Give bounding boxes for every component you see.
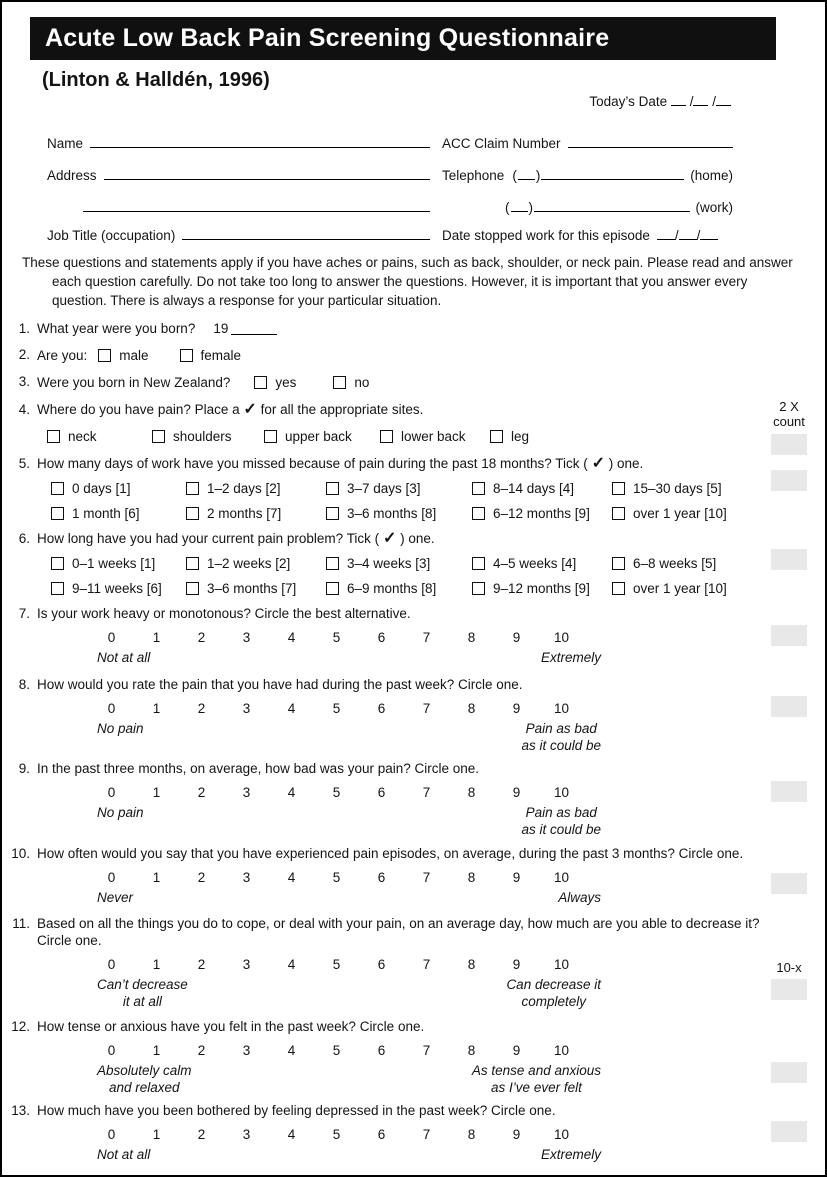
scale-anchors [89, 649, 601, 666]
option[interactable] [326, 554, 472, 572]
scale-anchor-right: Pain as bad as it could be [521, 805, 601, 837]
rating-scale [89, 629, 825, 647]
phone-home-input-line[interactable] [541, 167, 684, 180]
date-stopped-year-line[interactable] [700, 227, 718, 240]
scale-number[interactable]: 2 [197, 1127, 206, 1142]
option[interactable] [152, 427, 264, 445]
option[interactable] [612, 504, 825, 522]
option-label: 6–12 months [9] [493, 505, 590, 521]
question-text: How much have you been bothered by feeling depressed in the past week? Circle one. [37, 1103, 556, 1118]
option-label: 4–5 weeks [4] [493, 555, 577, 571]
scale-number[interactable]: 9 [512, 785, 521, 800]
option[interactable] [326, 479, 472, 497]
option-checkbox[interactable] [186, 482, 199, 495]
address-input-line-2[interactable] [83, 199, 430, 212]
option-checkbox[interactable] [51, 482, 64, 495]
margin-note-2x-count: 2 X count [773, 399, 805, 429]
option-checkbox[interactable] [472, 582, 485, 595]
question-number: 7. [18, 606, 30, 621]
option-checkbox[interactable] [326, 482, 339, 495]
pain-duration-options [51, 554, 825, 597]
contact-details [47, 123, 733, 243]
scale-number[interactable]: 6 [377, 630, 386, 645]
year-prefix: 19 [213, 321, 229, 336]
score-box[interactable] [771, 781, 807, 802]
date-slash: / [689, 94, 694, 109]
question-number: 3. [18, 374, 30, 389]
todays-date-row [2, 93, 825, 109]
scale-anchor-left: No pain [97, 721, 144, 736]
option[interactable] [186, 504, 326, 522]
option-checkbox[interactable] [612, 557, 625, 570]
telephone-label: Telephone [442, 168, 505, 183]
scale-number[interactable]: 2 [197, 785, 206, 800]
scale-number[interactable]: 8 [467, 870, 476, 885]
scale-number[interactable]: 6 [377, 701, 386, 716]
todays-date-year-line[interactable] [716, 93, 731, 106]
score-box[interactable] [771, 979, 807, 1000]
scale-number[interactable]: 10 [553, 701, 570, 716]
option-checkbox[interactable] [472, 507, 485, 520]
scale-number[interactable]: 1 [152, 870, 161, 885]
option-label: 8–14 days [4] [493, 480, 575, 496]
scale-number[interactable]: 3 [242, 957, 251, 972]
option-checkbox[interactable] [472, 557, 485, 570]
option-checkbox[interactable] [612, 482, 625, 495]
phone-home-area-line[interactable] [518, 167, 535, 180]
margin-note-10-x: 10-x [776, 960, 802, 975]
year-born-input-line[interactable] [231, 322, 277, 335]
option-checkbox[interactable] [47, 430, 60, 443]
score-box[interactable] [771, 696, 807, 717]
scale-number[interactable]: 10 [553, 1127, 570, 1142]
option-label: 1–2 weeks [2] [207, 555, 291, 571]
scale-number[interactable]: 4 [287, 957, 296, 972]
pain-site-options [47, 427, 825, 445]
question-9 [6, 760, 825, 838]
scale-number[interactable]: 2 [197, 630, 206, 645]
area-code-close: ) [535, 168, 541, 183]
question-6 [6, 530, 825, 597]
option-checkbox[interactable] [612, 582, 625, 595]
job-title-label: Job Title (occupation) [47, 228, 176, 243]
option-label: 3–4 weeks [3] [347, 555, 431, 571]
option[interactable] [51, 554, 186, 572]
scale-number[interactable]: 6 [377, 957, 386, 972]
option[interactable] [47, 427, 152, 445]
address-label: Address [47, 168, 97, 183]
name-input-line[interactable] [90, 135, 430, 148]
option-checkbox[interactable] [380, 430, 393, 443]
scale-anchor-left: Absolutely calm and relaxed [97, 1063, 192, 1095]
option-label: 9–12 months [9] [493, 580, 590, 596]
scale-number[interactable]: 0 [107, 785, 116, 800]
question-number: 6. [18, 531, 30, 546]
option-label: yes [275, 374, 297, 390]
option-checkbox[interactable] [333, 376, 346, 389]
scale-number[interactable]: 5 [332, 1043, 341, 1058]
scale-number[interactable]: 9 [512, 870, 521, 885]
scale-number[interactable]: 3 [242, 1127, 251, 1142]
scale-number[interactable]: 6 [377, 870, 386, 885]
question-text: How many days of work have you missed because of pain during the past 18 months? Tick ( ✓ ) one. [37, 455, 644, 472]
scale-anchor-left: Not at all [97, 650, 151, 665]
question-text: Where do you have pain? Place a ✓ for all the appropriate sites. [37, 401, 424, 418]
scale-number[interactable]: 5 [332, 1127, 341, 1142]
scale-number[interactable]: 6 [377, 1127, 386, 1142]
option-checkbox[interactable] [186, 507, 199, 520]
question-number: 12. [11, 1019, 30, 1034]
question-number: 4. [18, 402, 30, 417]
scale-number[interactable]: 10 [553, 1043, 570, 1058]
scale-number[interactable]: 5 [332, 785, 341, 800]
option[interactable] [180, 346, 242, 364]
gender-options [98, 346, 241, 364]
score-box[interactable] [771, 1121, 807, 1142]
option-label: 6–9 months [8] [347, 580, 437, 596]
option-checkbox[interactable] [326, 582, 339, 595]
tick-icon: ✓ [382, 530, 397, 547]
todays-date-label: Today’s Date [589, 94, 668, 109]
option-label: over 1 year [10] [633, 580, 727, 596]
scale-anchors [89, 1146, 601, 1163]
scale-number[interactable]: 3 [242, 1043, 251, 1058]
scale-number[interactable]: 6 [377, 1043, 386, 1058]
scale-number[interactable]: 7 [422, 1127, 431, 1142]
scale-number[interactable]: 9 [512, 957, 521, 972]
scale-number[interactable]: 5 [332, 701, 341, 716]
scale-number[interactable]: 5 [332, 870, 341, 885]
scale-number[interactable]: 4 [287, 785, 296, 800]
date-stopped-month-line[interactable] [679, 227, 697, 240]
scale-number[interactable]: 10 [553, 957, 570, 972]
scale-number[interactable]: 0 [107, 630, 116, 645]
option-label: upper back [285, 428, 352, 444]
option-checkbox[interactable] [326, 507, 339, 520]
option-label: no [354, 374, 370, 390]
scale-number[interactable]: 9 [512, 701, 521, 716]
phone-work-area-line[interactable] [511, 199, 528, 212]
scale-number[interactable]: 0 [107, 957, 116, 972]
question-text: How long have you had your current pain problem? Tick ( ✓ ) one. [37, 530, 435, 547]
score-box[interactable] [771, 434, 807, 455]
date-stopped-label: Date stopped work for this episode [442, 228, 650, 243]
question-text: In the past three months, on average, how bad was your pain? Circle one. [37, 761, 480, 776]
scale-number[interactable]: 2 [197, 1043, 206, 1058]
option[interactable] [472, 554, 612, 572]
acc-claim-label: ACC Claim Number [442, 136, 561, 151]
scale-number[interactable]: 4 [287, 630, 296, 645]
option-label: 9–11 weeks [6] [72, 580, 162, 596]
option-label: 1 month [6] [72, 505, 140, 521]
option-checkbox[interactable] [51, 582, 64, 595]
option-checkbox[interactable] [186, 557, 199, 570]
option[interactable] [51, 479, 186, 497]
option-label: over 1 year [10] [633, 505, 727, 521]
phone-work-input-line[interactable] [534, 199, 690, 212]
option[interactable] [326, 579, 472, 597]
scale-anchor-right: Extremely [540, 1147, 601, 1162]
scale-number[interactable]: 4 [287, 870, 296, 885]
option-checkbox[interactable] [472, 482, 485, 495]
question-text: Are you: [37, 347, 88, 363]
area-code-open: ( [505, 200, 510, 215]
scale-anchor-left: Never [97, 890, 134, 905]
scale-number[interactable]: 7 [422, 701, 431, 716]
score-box[interactable] [771, 873, 807, 894]
citation: (Linton & Halldén, 1996) [42, 69, 270, 91]
scale-number[interactable]: 0 [107, 1043, 116, 1058]
question-number: 1. [18, 321, 30, 336]
scale-number[interactable]: 8 [467, 701, 476, 716]
option-checkbox[interactable] [612, 507, 625, 520]
option-label: male [119, 347, 149, 363]
date-slash: / [696, 228, 701, 243]
option[interactable] [326, 504, 472, 522]
option-label: 2 months [7] [207, 505, 282, 521]
option-label: 1–2 days [2] [207, 480, 281, 496]
scale-number[interactable]: 2 [197, 870, 206, 885]
scale-number[interactable]: 1 [152, 785, 161, 800]
option[interactable] [51, 504, 186, 522]
question-3 [6, 373, 825, 391]
scale-anchor-right: Can decrease it completely [506, 977, 601, 1009]
option-label: lower back [401, 428, 466, 444]
scale-number[interactable]: 0 [107, 1127, 116, 1142]
page-title: Acute Low Back Pain Screening Questionnaire [45, 24, 610, 52]
scale-anchors [89, 720, 601, 754]
scale-number[interactable]: 1 [152, 630, 161, 645]
intro-paragraph: These questions and statements apply if you have aches or pains, such as back, shoulder, or neck pain. Please read and answer each question carefully. Do not take too long to answer the questions. However, it is important that you answer every question. There is always a response for your particular situation. [22, 255, 793, 308]
scale-anchors [89, 1062, 601, 1096]
scale-number[interactable]: 3 [242, 870, 251, 885]
question-number: 8. [18, 677, 30, 692]
question-5 [6, 455, 825, 522]
option-label: 0–1 weeks [1] [72, 555, 156, 571]
question-number: 2. [18, 347, 30, 362]
question-8 [6, 676, 825, 754]
option-checkbox[interactable] [186, 582, 199, 595]
scale-number[interactable]: 7 [422, 1043, 431, 1058]
scale-anchor-left: Not at all [97, 1147, 151, 1162]
option-label: leg [511, 428, 530, 444]
scale-number[interactable]: 2 [197, 957, 206, 972]
option[interactable] [472, 579, 612, 597]
work-suffix: (work) [695, 200, 733, 215]
scale-number[interactable]: 8 [467, 957, 476, 972]
question-12 [6, 1018, 825, 1096]
scale-number[interactable]: 4 [287, 701, 296, 716]
option-label: 3–6 months [7] [207, 580, 297, 596]
question-2 [6, 346, 825, 364]
job-title-input-line[interactable] [182, 227, 430, 240]
scale-number[interactable]: 2 [197, 701, 206, 716]
question-text: Based on all the things you do to cope, or deal with your pain, on an average day, how much are you able to decrease it? Circle one. [37, 916, 760, 948]
scale-number[interactable]: 1 [152, 1043, 161, 1058]
question-text: How tense or anxious have you felt in the past week? Circle one. [37, 1019, 425, 1034]
scale-number[interactable]: 1 [152, 701, 161, 716]
option[interactable] [186, 479, 326, 497]
question-text: Were you born in New Zealand? [37, 374, 231, 390]
option[interactable] [254, 373, 296, 391]
score-box[interactable] [771, 625, 807, 646]
question-text: How would you rate the pain that you have had during the past week? Circle one. [37, 677, 523, 692]
scale-number[interactable]: 0 [107, 701, 116, 716]
option[interactable] [264, 427, 380, 445]
question-number: 10. [11, 846, 30, 861]
option-checkbox[interactable] [180, 349, 193, 362]
questions-list [2, 320, 825, 1163]
score-box[interactable] [771, 1062, 807, 1083]
tick-icon: ✓ [591, 455, 605, 472]
question-13 [6, 1102, 825, 1163]
option-label: female [200, 347, 242, 363]
scale-number[interactable]: 9 [512, 630, 521, 645]
rating-scale [89, 1126, 825, 1144]
option[interactable] [612, 579, 825, 597]
question-text: What year were you born? [37, 321, 196, 336]
scale-anchor-right: Pain as bad as it could be [521, 721, 601, 753]
tick-icon: ✓ [243, 401, 257, 418]
area-code-close: ) [528, 200, 533, 215]
option-label: 6–8 weeks [5] [633, 555, 717, 571]
date-slash: / [674, 228, 679, 243]
scale-anchor-left: Can’t decrease it at all [97, 977, 188, 1009]
scale-number[interactable]: 7 [422, 957, 431, 972]
scale-anchors [89, 889, 601, 906]
score-box[interactable] [771, 470, 807, 491]
option[interactable] [186, 579, 326, 597]
scale-number[interactable]: 8 [467, 785, 476, 800]
scale-number[interactable]: 3 [242, 630, 251, 645]
scale-anchors [89, 804, 601, 838]
days-missed-options [51, 479, 825, 522]
scale-number[interactable]: 7 [422, 785, 431, 800]
scale-number[interactable]: 8 [467, 1127, 476, 1142]
scale-number[interactable]: 5 [332, 957, 341, 972]
scale-anchor-right: Always [558, 890, 601, 905]
scale-number[interactable]: 8 [467, 1043, 476, 1058]
option-checkbox[interactable] [98, 349, 111, 362]
option-label: shoulders [173, 428, 232, 444]
option-checkbox[interactable] [264, 430, 277, 443]
option[interactable] [51, 579, 186, 597]
option-label: 15–30 days [5] [633, 480, 722, 496]
born-nz-options [254, 373, 369, 391]
question-text: Is your work heavy or monotonous? Circle the best alternative. [37, 606, 411, 621]
home-suffix: (home) [690, 168, 733, 183]
option[interactable] [186, 554, 326, 572]
option-label: 3–7 days [3] [347, 480, 421, 496]
scale-number[interactable]: 6 [377, 785, 386, 800]
scale-number[interactable]: 0 [107, 870, 116, 885]
option[interactable] [333, 373, 369, 391]
option-checkbox[interactable] [51, 557, 64, 570]
question-1 [6, 320, 825, 337]
scale-number[interactable]: 1 [152, 1127, 161, 1142]
option-checkbox[interactable] [51, 507, 64, 520]
option[interactable] [98, 346, 148, 364]
scale-anchor-right: As tense and anxious as I’ve ever felt [471, 1063, 601, 1095]
option-checkbox[interactable] [326, 557, 339, 570]
address-input-line[interactable] [104, 167, 430, 180]
title-bar [30, 17, 776, 60]
date-stopped-day-line[interactable] [657, 227, 675, 240]
scale-number[interactable]: 10 [553, 870, 570, 885]
acc-claim-input-line[interactable] [568, 135, 733, 148]
rating-scale [89, 784, 825, 802]
scale-number[interactable]: 10 [553, 630, 570, 645]
option[interactable] [472, 479, 612, 497]
question-number: 13. [11, 1103, 30, 1118]
date-slash: / [712, 94, 716, 109]
rating-scale [89, 869, 825, 887]
scale-number[interactable]: 4 [287, 1043, 296, 1058]
scale-number[interactable]: 7 [422, 630, 431, 645]
option[interactable] [472, 504, 612, 522]
option-checkbox[interactable] [254, 376, 267, 389]
question-number: 5. [18, 456, 30, 471]
scale-number[interactable]: 7 [422, 870, 431, 885]
question-text: How often would you say that you have experienced pain episodes, on average, during the past 3 months? Circle one. [37, 846, 744, 861]
scale-number[interactable]: 9 [512, 1043, 521, 1058]
option-label: neck [68, 428, 97, 444]
scale-number[interactable]: 3 [242, 701, 251, 716]
option-checkbox[interactable] [152, 430, 165, 443]
area-code-open: ( [512, 168, 517, 183]
rating-scale [89, 700, 825, 718]
todays-date-day-line[interactable] [671, 93, 686, 106]
scale-number[interactable]: 8 [467, 630, 476, 645]
scale-number[interactable]: 10 [553, 785, 570, 800]
question-number: 9. [18, 761, 30, 776]
option-label: 3–6 months [8] [347, 505, 437, 521]
rating-scale [89, 956, 825, 974]
option[interactable] [380, 427, 490, 445]
question-7 [6, 605, 825, 666]
question-4 [6, 401, 825, 445]
question-10 [6, 845, 825, 906]
scale-anchor-left: No pain [97, 805, 144, 820]
todays-date-month-line[interactable] [693, 93, 708, 106]
question-11 [6, 915, 825, 1010]
name-label: Name [47, 136, 84, 151]
scale-number[interactable]: 9 [512, 1127, 521, 1142]
scale-number[interactable]: 1 [152, 957, 161, 972]
option-checkbox[interactable] [490, 430, 503, 443]
scale-number[interactable]: 5 [332, 630, 341, 645]
score-box[interactable] [771, 549, 807, 570]
scale-anchors [89, 976, 601, 1010]
question-number: 11. [12, 916, 30, 931]
scale-anchor-right: Extremely [540, 650, 601, 665]
scale-number[interactable]: 3 [242, 785, 251, 800]
option-label: 0 days [1] [72, 480, 131, 496]
rating-scale [89, 1042, 825, 1060]
scale-number[interactable]: 4 [287, 1127, 296, 1142]
